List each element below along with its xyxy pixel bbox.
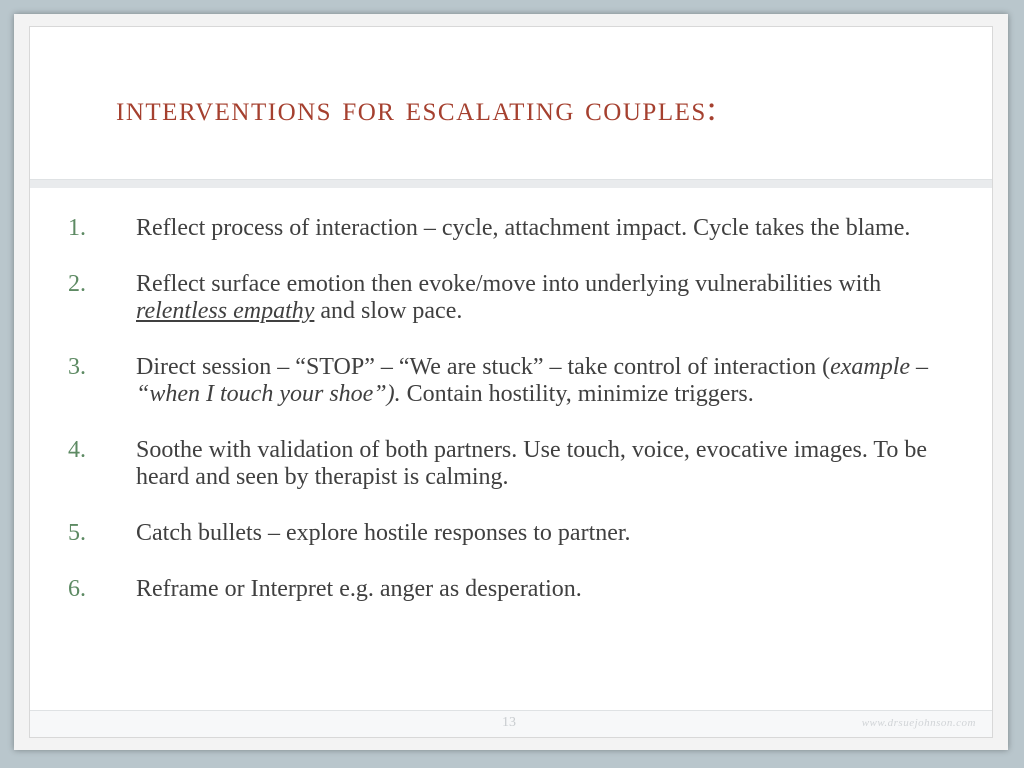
list-item <box>68 354 968 408</box>
website-watermark: www.drsuejohnson.com <box>861 717 976 729</box>
item-text: Reflect process of interaction – cycle, attachment impact. Cycle takes the blame. <box>136 215 911 241</box>
item-text-before: Reflect surface emotion then evoke/move into underlying vulnerabilities with <box>136 271 882 297</box>
list-item <box>68 520 968 547</box>
item-emphasis: relentless empathy <box>136 298 315 324</box>
item-text: Reframe or Interpret e.g. anger as desperation. <box>136 576 582 602</box>
item-emphasis: example – “when I touch your shoe”). <box>136 354 929 407</box>
title-area <box>30 27 992 179</box>
item-number: 6. <box>68 576 86 602</box>
item-number: 4. <box>68 437 86 463</box>
slide-title: interventions for escalating couples: <box>116 89 718 128</box>
title-divider <box>30 179 992 188</box>
item-text: Soothe with validation of both partners. Use touch, voice, evocative images. To be heard and seen by therapist is calming. <box>136 437 928 490</box>
item-text <box>136 271 968 325</box>
item-number: 5. <box>68 520 86 546</box>
list-item <box>68 271 968 325</box>
page-number: 13 <box>502 715 516 730</box>
list-item <box>68 215 968 242</box>
intervention-list <box>68 215 968 632</box>
item-text <box>136 354 968 408</box>
slide <box>29 26 993 738</box>
item-number: 1. <box>68 215 86 241</box>
slide-frame <box>14 14 1008 750</box>
item-text-after: Contain hostility, minimize triggers. <box>400 381 754 407</box>
item-text: Catch bullets – explore hostile responses to partner. <box>136 520 631 546</box>
list-item <box>68 576 968 603</box>
item-number: 2. <box>68 271 86 297</box>
slide-footer <box>30 710 992 737</box>
list-item <box>68 437 968 491</box>
item-text-after: and slow pace. <box>314 298 463 324</box>
item-number: 3. <box>68 354 86 380</box>
item-text-before: Direct session – “STOP” – “We are stuck” – take control of interaction ( <box>136 354 831 380</box>
